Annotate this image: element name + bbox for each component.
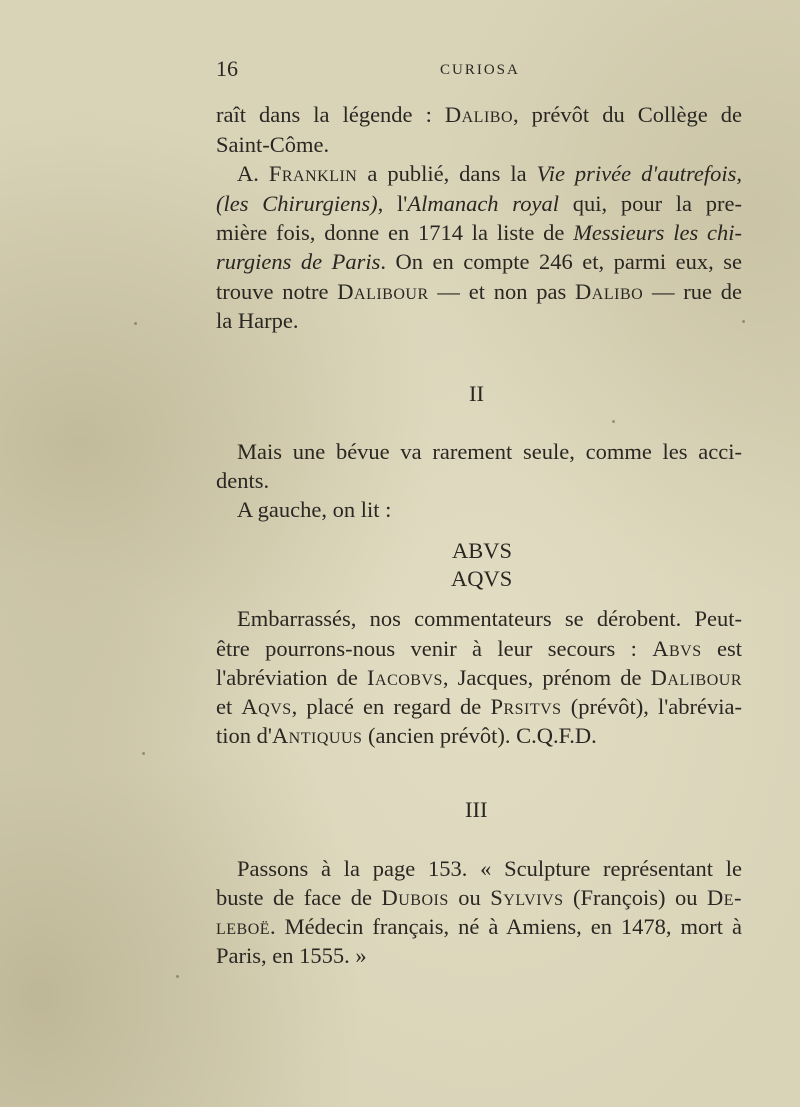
section-heading-ii: II [469, 381, 484, 406]
paper-speck [612, 420, 615, 423]
text-line: (les Chirurgiens), l'Almanach royal qui, pour la pre- [216, 191, 742, 216]
text-line: A gauche, on lit : [237, 497, 392, 522]
text-line: tion d'Antiquus (ancien prévôt). C.Q.F.D. [216, 723, 597, 748]
text-line: la Harpe. [216, 308, 299, 333]
paper-speck [176, 975, 179, 978]
text-line: Embarrassés, nos commentateurs se dérobent. Peut- [237, 606, 742, 631]
paper-speck [142, 752, 145, 755]
text-line: dents. [216, 468, 270, 493]
text-line: mière fois, donne en 1714 la liste de Messieurs les chi- [216, 220, 743, 245]
text-line: être pourrons-nous venir à leur secours : Abvs est [216, 636, 742, 661]
text-line: Mais une bévue va rarement seule, comme les acci- [237, 439, 742, 464]
page-number: 16 [216, 56, 238, 81]
paper-speck [134, 322, 137, 325]
text-line: Paris, en 1555. » [216, 943, 367, 968]
text-line: leboë. Médecin français, né à Amiens, en 1478, mort à [216, 914, 742, 939]
name-dalibo: Dalibo [444, 102, 514, 127]
text-line: A. Franklin a publié, dans la Vie privée d'autrefois, [237, 161, 742, 186]
text-line: Saint-Côme. [216, 132, 330, 157]
text-line: raît dans la légende : Dalibo, prévôt du Collège de [216, 102, 742, 127]
text-line: et Aqvs, placé en regard de Prsitvs (prévôt), l'abrévia- [216, 694, 742, 719]
text-line: rurgiens de Paris. On en compte 246 et, parmi eux, se [216, 249, 742, 274]
paper-speck [742, 320, 745, 323]
text-line: trouve notre Dalibour — et non pas Dalibo — rue de [216, 279, 743, 304]
inscription-aqvs: AQVS [451, 566, 513, 591]
text-line: l'abréviation de Iacobvs, Jacques, prénom de Dalibour [216, 665, 742, 690]
name-franklin: Franklin [268, 161, 358, 186]
inscription-abvs: ABVS [452, 538, 513, 563]
running-title: CURIOSA [440, 62, 520, 78]
text-line: Passons à la page 153. « Sculpture représentant le [237, 856, 742, 881]
section-heading-iii: III [465, 797, 488, 822]
text-line: buste de face de Dubois ou Sylvivs (François) ou De- [216, 885, 743, 910]
